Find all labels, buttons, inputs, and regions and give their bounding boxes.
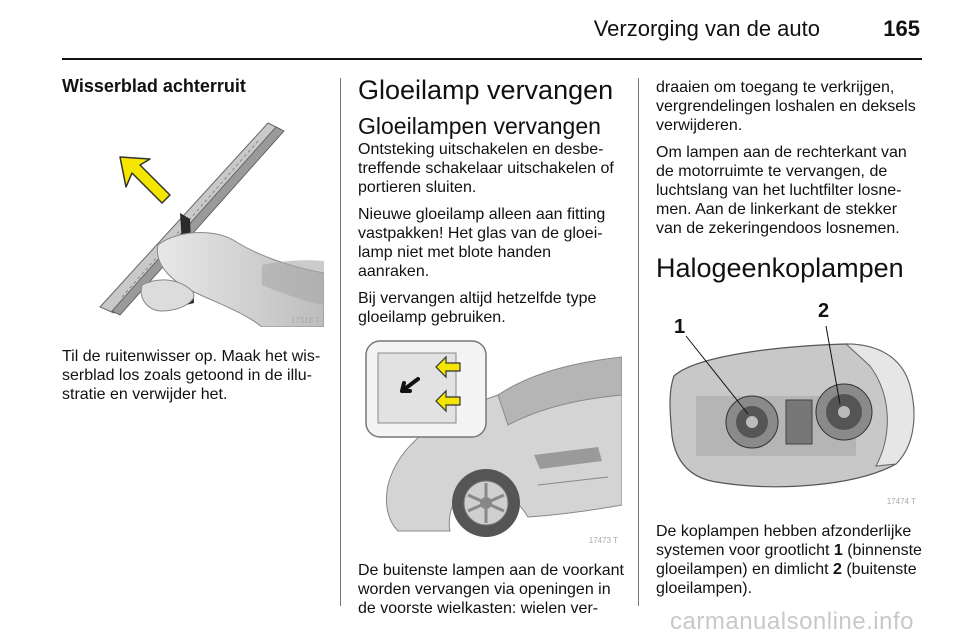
para-turn-wheels: draaien om toegang te verkrijgen, vergrendelingen loshalen en deksels verwijderen.: [656, 79, 916, 134]
subsection-title-bulbs: Gloeilampen vervangen: [358, 113, 601, 139]
wiper-blade-drawing: [62, 115, 324, 327]
para-right-side: Om lampen aan de rechterkant van de motorruimte te vervangen, de luchtslang van het luchtfilter losne-men. Aan de linkerkant de stekker van de zekeringendoos losnemen.: [656, 144, 907, 237]
header-rule: [62, 58, 922, 60]
bold-number-2: 2: [832, 561, 842, 578]
wheel-arch-illustration: [358, 335, 622, 547]
low-beam-bulb: [816, 384, 872, 440]
lift-direction-arrow: [120, 157, 170, 203]
wiper-instructions: Til de ruitenwisser op. Maak het wis-serblad los zoals getoond in de illu-stratie en verwijder het.: [62, 348, 321, 403]
para-outer-lamps: De buitenste lampen aan de voorkant worden vervangen via openingen in de voorste wielkasten: wielen ver-: [358, 562, 624, 617]
high-beam-bulb: [726, 396, 778, 448]
section-title-halogen: Halogeenkoplampen: [656, 253, 904, 283]
callout-label-1: 1: [674, 316, 686, 338]
section-heading-wiper: Wisserblad achterruit: [62, 76, 246, 96]
column-divider-right: [638, 78, 639, 606]
wiper-blade-illustration: [62, 115, 324, 327]
figure-number: 17473 T: [588, 536, 618, 545]
car-front-drawing: [358, 335, 622, 547]
page-number: 165: [883, 16, 920, 41]
bold-number-1: 1: [833, 542, 843, 559]
para-headlamp-text-3: (buitenste gloeilampen).: [656, 561, 917, 597]
watermark: carmanualsonline.info: [670, 608, 914, 635]
para-headlamp-text-1: De koplampen hebben afzonderlijke systemen voor grootlicht: [656, 523, 912, 559]
headlamp-drawing: [656, 296, 920, 508]
column-halogen: [656, 78, 924, 606]
header-title: Verzorging van de auto: [593, 16, 820, 41]
para-same-type: Bij vervangen altijd hetzelfde type gloeilamp gebruiken.: [358, 290, 597, 326]
headlamp-illustration: [656, 296, 920, 508]
figure-number: 17474 T: [886, 497, 916, 506]
para-ignition: Ontsteking uitschakelen en desbe-treffende schakelaar uitschakelen of portieren sluiten.: [358, 141, 614, 196]
para-headlamp-systems: [656, 522, 924, 598]
para-handling: Nieuwe gloeilamp alleen aan fitting vastpakken! Het glas van de gloei-lamp niet met blote handen aanraken.: [358, 206, 606, 280]
para-headlamp-text-2: (binnenste gloeilampen) en dimlicht: [656, 542, 922, 578]
column-wiper: [62, 76, 330, 412]
column-divider-left: [340, 78, 341, 606]
figure-number: 17318 T: [290, 316, 320, 325]
column-bulb-replacement: [358, 74, 626, 626]
section-title-bulb: Gloeilamp vervangen: [358, 75, 614, 105]
callout-label-2: 2: [818, 300, 830, 322]
